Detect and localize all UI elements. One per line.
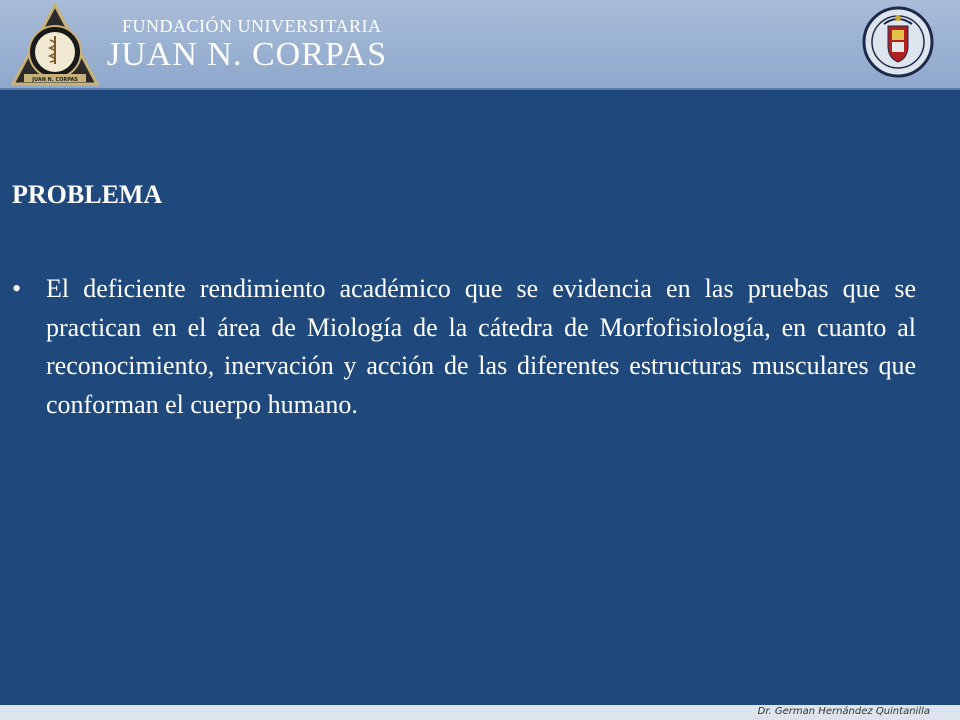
institution-name-line2: JUAN N. CORPAS xyxy=(107,36,388,73)
institution-name-line1: FUNDACIÓN UNIVERSITARIA xyxy=(122,16,382,36)
logo-lettering: JUAN N. CORPAS xyxy=(32,77,78,83)
bullet-item: El deficiente rendimiento académico que se evidencia en las pruebas que se practican en el área de Miología de la cátedra de Morfofisiología, en cuanto al reconocimiento, inervación y acción de las diferentes estructuras musculares que conforman el cuerpo humano. xyxy=(46,274,916,419)
university-seal-icon xyxy=(862,6,934,78)
bullet-list xyxy=(12,270,916,424)
slide-title: PROBLEMA xyxy=(12,180,163,209)
header-divider xyxy=(0,88,960,90)
footer-author: Dr. German Hernández Quintanilla xyxy=(757,706,930,717)
bullet-icon: • xyxy=(12,274,22,303)
header-banner xyxy=(0,0,960,88)
corpas-triangle-logo-icon xyxy=(10,2,100,88)
